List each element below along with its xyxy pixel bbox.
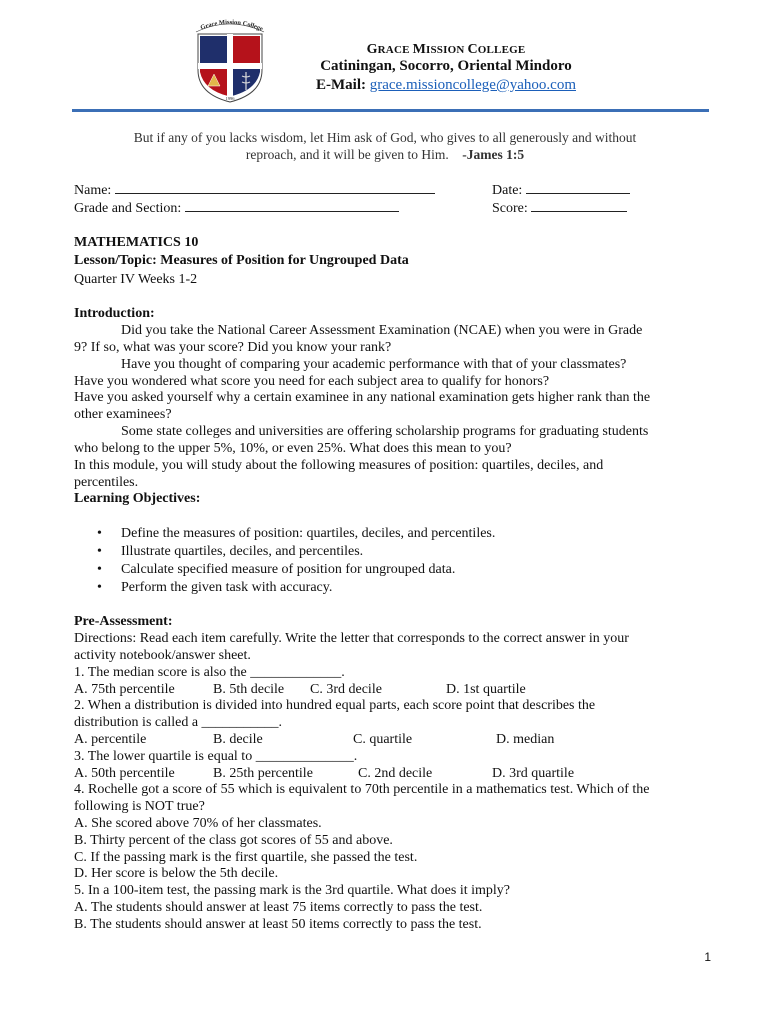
intro-line: 9? If so, what was your score? Did you know your rank? (74, 340, 392, 355)
subject-title: MATHEMATICS 10 (74, 235, 199, 250)
school-name (62, 42, 768, 58)
name-label: Name: (74, 183, 115, 198)
choice-option: B. The students should answer at least 50 items correctly to pass the test. (74, 917, 482, 932)
choice-option: A. She scored above 70% of her classmates. (74, 816, 322, 831)
choice-option: C. 3rd decile (310, 682, 382, 697)
choice-option: D. Her score is below the 5th decile. (74, 866, 279, 881)
logo-year: 1996 (225, 96, 235, 101)
choice-option: C. quartile (353, 732, 413, 747)
bullet-icon: • (97, 580, 102, 595)
intro-line: other examinees? (74, 407, 172, 422)
grade-section-label: Grade and Section: (74, 201, 185, 216)
intro-line: In this module, you will study about the following measures of position: quartiles, deciles, and (74, 458, 604, 473)
verse-line: But if any of you lacks wisdom, let Him ask of God, who gives to all generously and without (133, 130, 637, 145)
directions-line: activity notebook/answer sheet. (74, 648, 251, 663)
svg-text:Grace Mission College (200, 19, 264, 33)
objective-text: Define the measures of position: quartiles, deciles, and percentiles. (121, 526, 496, 541)
date-blank[interactable] (526, 181, 630, 194)
school-name-part: C (467, 42, 478, 57)
choice-option: C. If the passing mark is the first quartile, she passed the test. (74, 850, 418, 865)
question-4: 4. Rochelle got a score of 55 which is equivalent to 70th percentile in a mathematics test. Which of the (74, 782, 650, 797)
question-5: 5. In a 100-item test, the passing mark is the 3rd quartile. What does it imply? (74, 883, 510, 898)
directions-line: Directions: Read each item carefully. Write the letter that corresponds to the correct answer in your (74, 631, 629, 646)
school-name-part: ISSION (426, 44, 468, 56)
score-label: Score: (492, 201, 532, 216)
intro-heading: Introduction: (74, 306, 155, 321)
intro-line: who belong to the upper 5%, 10%, or even 25%. What does this mean to you? (74, 441, 512, 456)
school-email (62, 77, 768, 94)
choice-option: B. Thirty percent of the class got scores of 55 and above. (74, 833, 393, 848)
intro-line: percentiles. (74, 475, 139, 490)
choice-option: B. 25th percentile (213, 766, 313, 781)
question-2: 2. When a distribution is divided into hundred equal parts, each score point that describes the (74, 698, 596, 713)
objectives-heading: Learning Objectives: (74, 491, 201, 506)
choice-option: A. 75th percentile (74, 682, 175, 697)
date-field[interactable] (492, 181, 630, 200)
objective-item (97, 562, 456, 579)
lesson-topic: Lesson/Topic: Measures of Position for Ungrouped Data (74, 253, 409, 268)
name-field[interactable] (74, 181, 435, 200)
school-name-part: OLLEGE (477, 44, 526, 56)
choice-option: B. decile (213, 732, 263, 747)
score-blank[interactable] (531, 199, 627, 212)
choice-option: D. 1st quartile (446, 682, 526, 697)
email-link[interactable]: grace.missioncollege@yahoo.com (369, 77, 576, 93)
question-4-cont: following is NOT true? (74, 799, 205, 814)
bullet-icon: • (97, 544, 102, 559)
quarter-info: Quarter IV Weeks 1-2 (74, 272, 198, 287)
intro-line: Have you thought of comparing your academic performance with that of your classmates? (121, 357, 627, 372)
choice-option: C. 2nd decile (358, 766, 433, 781)
intro-line: Have you asked yourself why a certain examinee in any national examination gets higher rank than the (74, 390, 651, 405)
date-label: Date: (492, 183, 526, 198)
bible-verse (100, 129, 670, 163)
intro-line: Did you take the National Career Assessment Examination (NCAE) when you were in Grade (121, 323, 643, 338)
objective-item (97, 544, 364, 561)
email-label: E-Mail: (316, 77, 370, 93)
assessment-heading: Pre-Assessment: (74, 614, 173, 629)
objective-item (97, 580, 333, 597)
intro-line: Have you wondered what score you need for each subject area to qualify for honors? (74, 374, 550, 389)
objective-text: Perform the given task with accuracy. (121, 580, 333, 595)
school-name-part: G (366, 42, 378, 57)
verse-reference: -James 1:5 (462, 147, 525, 162)
header-rule (72, 109, 709, 111)
grade-section-field[interactable] (74, 199, 399, 218)
name-blank[interactable] (115, 181, 435, 194)
logo-arc-text: Grace Mission College (199, 18, 264, 33)
intro-line: Some state colleges and universities are offering scholarship programs for graduating students (121, 424, 649, 439)
bullet-icon: • (97, 526, 102, 541)
verse-line (100, 146, 670, 163)
objective-text: Calculate specified measure of position for ungrouped data. (121, 562, 456, 577)
question-1: 1. The median score is also the _____________. (74, 665, 345, 680)
question-3: 3. The lower quartile is equal to ______________. (74, 749, 358, 764)
choice-option: A. percentile (74, 732, 147, 747)
question-2-cont: distribution is called a ___________. (74, 715, 283, 730)
choice-option: D. median (496, 732, 555, 747)
choice-option: A. 50th percentile (74, 766, 175, 781)
school-address: Catiningan, Socorro, Oriental Mindoro (320, 58, 572, 74)
grade-section-blank[interactable] (185, 199, 399, 212)
verse-text: reproach, and it will be given to Him. (245, 147, 449, 162)
choice-option: A. The students should answer at least 75 items correctly to pass the test. (74, 900, 483, 915)
choice-option: B. 5th decile (213, 682, 285, 697)
objective-text: Illustrate quartiles, deciles, and percentiles. (121, 544, 364, 559)
page-number: 1 (704, 950, 711, 964)
school-name-part: RACE (377, 44, 413, 56)
objective-item (97, 526, 496, 543)
score-field[interactable] (492, 199, 627, 218)
choice-option: D. 3rd quartile (492, 766, 575, 781)
school-name-part: M (412, 42, 426, 57)
bullet-icon: • (97, 562, 102, 577)
